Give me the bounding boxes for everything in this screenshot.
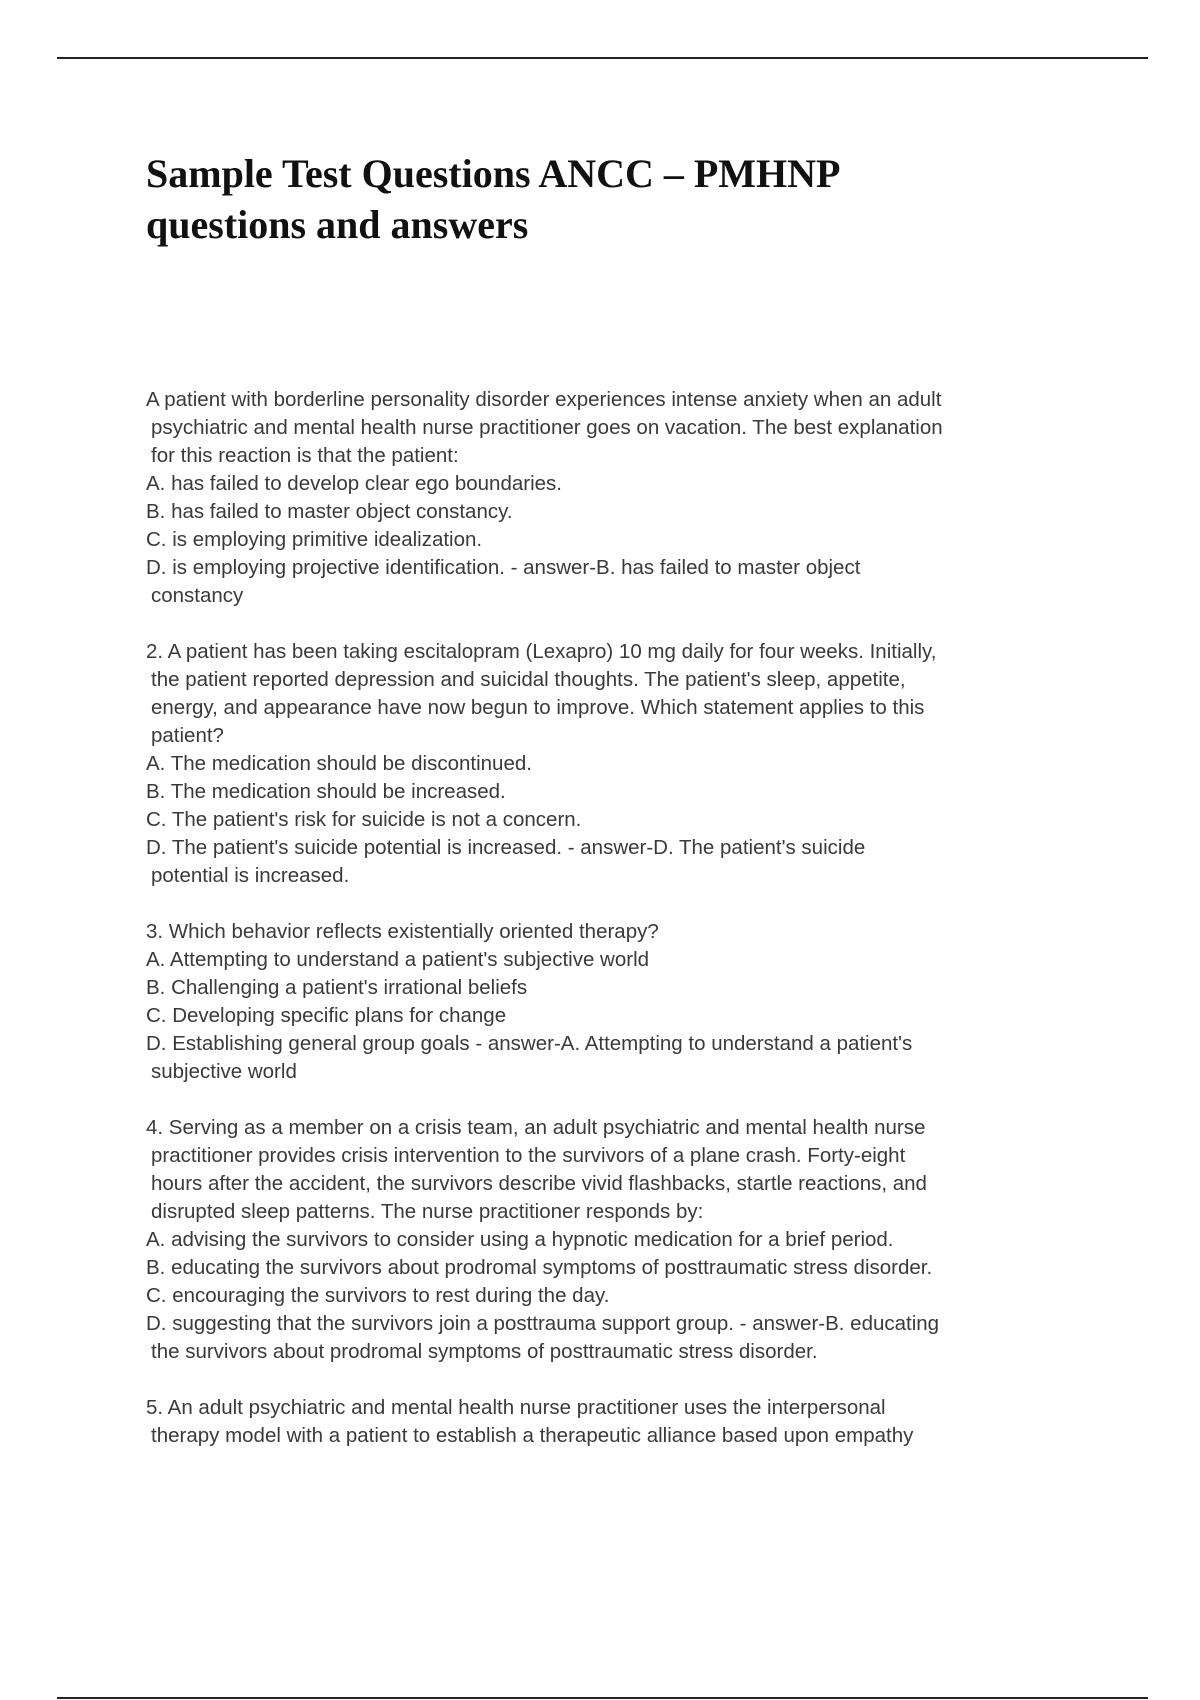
question-text-line: subjective world: [151, 1060, 297, 1083]
question-text-line: 4. Serving as a member on a crisis team, an adult psychiatric and mental health nurse: [146, 1116, 926, 1139]
question-text-line: 5. An adult psychiatric and mental health nurse practitioner uses the interpersonal: [146, 1396, 886, 1419]
title-line: questions and answers: [146, 202, 529, 247]
question-text-line: patient?: [151, 724, 224, 747]
answer-option: A. advising the survivors to consider using a hypnotic medication for a brief period.: [146, 1228, 894, 1251]
question-block: [146, 638, 943, 890]
answer-option: C. encouraging the survivors to rest during the day.: [146, 1284, 610, 1307]
answer-option: B. Challenging a patient's irrational beliefs: [146, 976, 528, 999]
footer-rule: [57, 1697, 1148, 1699]
question-text-line: 2. A patient has been taking escitalopram (Lexapro) 10 mg daily for four weeks. Initially,: [146, 640, 937, 663]
answer-option: B. has failed to master object constancy.: [146, 500, 513, 523]
question-text-line: for this reaction is that the patient:: [151, 444, 459, 467]
question-text-line: psychiatric and mental health nurse practitioner goes on vacation. The best explanation: [151, 416, 943, 439]
question-text-line: A patient with borderline personality disorder experiences intense anxiety when an adult: [146, 388, 942, 411]
question-text-line: potential is increased.: [151, 864, 350, 887]
questions-body: [146, 386, 943, 1478]
answer-option: C. Developing specific plans for change: [146, 1004, 507, 1027]
question-text-line: hours after the accident, the survivors describe vivid flashbacks, startle reactions, and: [151, 1172, 927, 1195]
title-line: Sample Test Questions ANCC – PMHNP: [146, 151, 841, 196]
question-text-line: the survivors about prodromal symptoms of posttraumatic stress disorder.: [151, 1340, 818, 1363]
answer-option: B. The medication should be increased.: [146, 780, 506, 803]
question-block: [146, 918, 943, 1086]
question-text-line: therapy model with a patient to establish a therapeutic alliance based upon empathy: [151, 1424, 914, 1447]
answer-option: C. is employing primitive idealization.: [146, 528, 483, 551]
answer-option: B. educating the survivors about prodromal symptoms of posttraumatic stress disorder.: [146, 1256, 933, 1279]
header-rule: [57, 57, 1148, 59]
answer-option: A. The medication should be discontinued.: [146, 752, 532, 775]
answer-option: A. has failed to develop clear ego boundaries.: [146, 472, 562, 495]
answer-option: C. The patient's risk for suicide is not a concern.: [146, 808, 582, 831]
question-text-line: disrupted sleep patterns. The nurse practitioner responds by:: [151, 1200, 704, 1223]
question-block: [146, 386, 943, 610]
answer-option: A. Attempting to understand a patient's subjective world: [146, 948, 650, 971]
question-text-line: practitioner provides crisis intervention to the survivors of a plane crash. Forty-eight: [151, 1144, 906, 1167]
answer-option: D. is employing projective identification. - answer-B. has failed to master object: [146, 556, 861, 579]
document-title: [146, 148, 841, 250]
question-text-line: energy, and appearance have now begun to improve. Which statement applies to this: [151, 696, 925, 719]
question-block: [146, 1114, 943, 1366]
question-block: [146, 1394, 943, 1450]
question-text-line: 3. Which behavior reflects existentially oriented therapy?: [146, 920, 659, 943]
answer-option: D. suggesting that the survivors join a posttrauma support group. - answer-B. educating: [146, 1312, 940, 1335]
question-text-line: constancy: [151, 584, 244, 607]
question-text-line: the patient reported depression and suicidal thoughts. The patient's sleep, appetite,: [151, 668, 906, 691]
answer-option: D. Establishing general group goals - answer-A. Attempting to understand a patient's: [146, 1032, 913, 1055]
answer-option: D. The patient's suicide potential is increased. - answer-D. The patient's suicide: [146, 836, 866, 859]
